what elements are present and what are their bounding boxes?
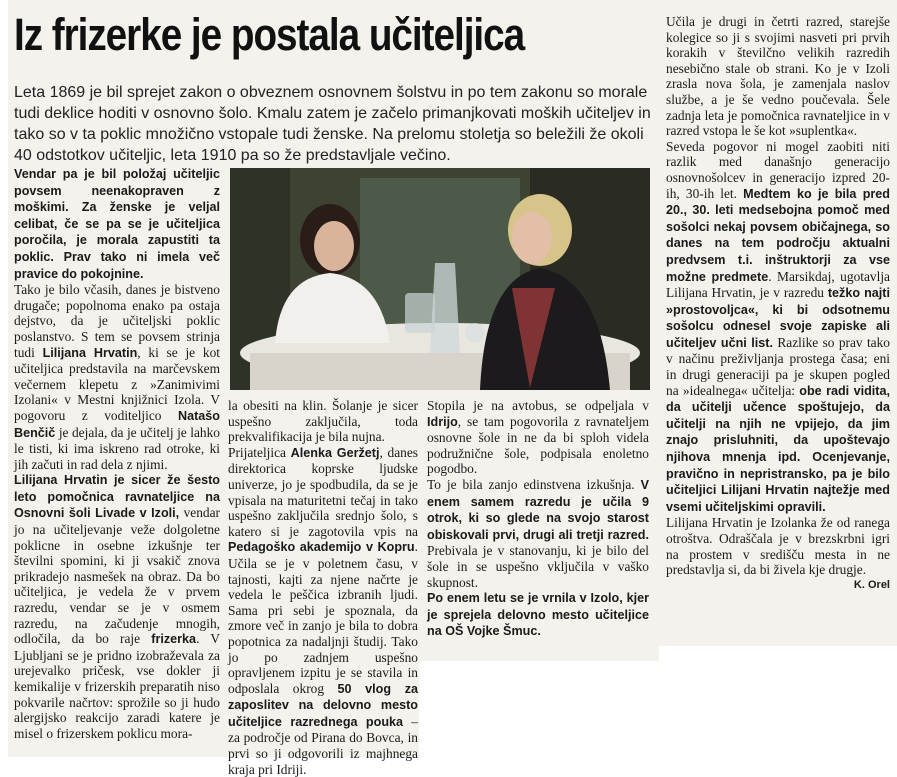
col3-bold-izola: Po enem letu se je vrnila v Izolo, kjer je sprejela delovno mesto učiteljice na OŠ Vojke Šmuc. (427, 591, 649, 639)
col1-paragraph-1 (14, 166, 220, 282)
col1-text: , ki se je kot učiteljica predstavila na marčevskem večernem klepetu z »Zanimivimi Izolani« v Mestni knjižnici Izola. V pogovoru z voditeljico (14, 344, 220, 423)
col1-intro-bold: Vendar pa je bil položaj učiteljic povsem neenakopraven z moškimi. Za ženske je veljal celibat, če se pa se je učiteljica poročila, je morala zapustiti ta poklic. Prav tako ni imela več pravice do pokojnine. (14, 167, 220, 281)
col2-text: Prijateljica (228, 444, 291, 460)
col1-bold-frizerka: frizerka (151, 632, 197, 647)
col2-bold-vloge: 50 vlog za zaposlitev na delovno mesto učiteljice razrednega pouka (228, 681, 418, 729)
col1-text: Tako je bilo včasih, danes je bistveno drugače; popolnoma enako pa ostaja dejstvo, da je učiteljski poklic poslanstvo. S tem se povsem strinja tudi (14, 282, 220, 360)
column-4 (666, 14, 890, 593)
col1-paragraph-2 (14, 282, 220, 472)
lead-paragraph: Leta 1869 je bil sprejet zakon o obveznem osnovnem šolstvu in po tem zakonu so morale tudi deklice hoditi v osnovno šolo. Kmalu zatem je začelo primanjkovati moških učiteljev in tako so v ta poklic množično vstopale tudi ženske. Na prelomu stoletja so beležili že okoli 40 odstotkov učiteljic, leta 1910 pa so že predstavljale večino. (14, 84, 651, 164)
col4-text: . Marsikdaj, ugotavlja Lilijana Hrvatin, je v razredu (666, 268, 891, 301)
author-signature: K. Orel (853, 578, 890, 591)
col2-name-gerzetj: Alenka Geržetj (290, 445, 380, 460)
col4-paragraph-3 (666, 515, 890, 591)
col1-text: . V Ljubljani se je pridno izobraževala za urejevalko pričesk, vse dokler ji kemikalije v frizerskih preparatih niso pokvarile načrtov: sprožile so ji hudo alergijsko reakcijo zaradi katere je misel o frizerskem poklicu mora- (14, 631, 221, 741)
column-1 (14, 166, 220, 741)
col4-text: Seveda pogovor ni mogel zaobiti niti razlik med današnjo generacijo osnovnošolcev in generacijo izpred 20-ih, 30-ih let. (666, 138, 890, 201)
col4-bold-ucitelj: obe radi vidita, da učitelji učence spoštujejo, da učitelji na njih ne vpijejo, da jim znajo prisluhniti, da upoštevajo njihova mnenja ipd. Ocenjevanje, pravično in nepristransko, pa je bilo učiteljici Lilijani Hrvatin najtežje med vsemi učiteljskimi opravili. (666, 383, 890, 514)
interview-photo (230, 168, 650, 390)
photo-illustration (230, 168, 650, 390)
col2-text: . Učila se je v poletnem času, v tajnosti, kajti za njene načrte je vedela le peščica izbranih ljudi. Sama pri sebi je spoznala, da zmore več in zanjo je bila to dobra popotnica za nadaljnji študij. Tako jo po zadnjem uspešno opravljenem izpitu je se stavila in odposlala okrog (228, 539, 418, 696)
col3-paragraph-2 (427, 477, 649, 590)
col3-paragraph-1 (427, 398, 649, 477)
col4-paragraph-1: Učila je drugi in četrti razred, starejše kolegice so ji s svojimi nasveti pri prvih korakih v številčno velikih razredih nesebično stale ob strani. Ko je v Izoli zrasla nova šola, je zamenjala naslov službe, a je še vedno poučevala. Šele zadnja leta je pomočnica ravnateljice in v razred vstopa le še kot »suplentka«. (666, 14, 890, 139)
col1-text: vendar jo na učiteljevanje veže dolgoletne poklicne in osebne izkušnje ter številni spomini, ki ji vsakič znova prikradejo nasmešek na obraz. Da bo učiteljica, je vedela že v prvem razredu, vendar se je v osmem razredu, na začudenje mnogih, odločila, da bo raje (14, 505, 221, 647)
col1-text: je dejala, da je učitelj je lahko le tisti, ki ima iskreno rad otroke, ki jih začuti in rad dela z njimi. (14, 424, 220, 472)
col4-text: Razlike so prav tako v načinu preživljanja prostega časa; eni in drugi generaciji pa je skupen pogled na »idealnega« učitelja: (666, 334, 891, 398)
col2-bold-akademija: Pedagoško akademijo v Kopru (228, 540, 415, 555)
col3-text: Stopila je na avtobus, se odpeljala v (427, 398, 649, 413)
col4-bold-pomoc: Medtem ko je bila pred 20., 30. leti medsebojna pomoč med sošolci nekaj povsem običajnega, so danes na tem področju aktualni predvsem t.i. inštruktorji za vse možne predmete (666, 186, 891, 284)
col2-paragraph-1: la obesiti na klin. Šolanje je sicer uspešno zaključila, toda prekvalifikacija je bila nujna. (228, 398, 418, 445)
col1-name-hrvatin: Lilijana Hrvatin (42, 345, 138, 360)
col3-text: To je bila zanjo edinstvena izkušnja. (427, 476, 641, 492)
column-3 (427, 398, 649, 640)
col3-bold-razred: V enem samem razredu je učila 9 otrok, ki so glede na svojo starost obiskovali prvi, drugi ali tretji razred. (427, 477, 649, 542)
col3-text: , se tam pogovorila z ravnateljem osnovne šole in ne da bi sploh videla podružnične šole, podpisala enoletno pogodbo. (427, 413, 649, 477)
headline: Iz frizerke je postala učiteljica (14, 9, 525, 60)
col3-paragraph-3 (427, 590, 649, 640)
col4-bold-prostovoljec: težko najti »prostovoljca«, ki bi odsotnemu sošolcu odnesel svoje zapiske ali učiteljev učni list. (666, 286, 890, 350)
col4-paragraph-2 (666, 139, 890, 516)
col1-name-bencic: Natašo Benčič (14, 408, 220, 440)
col2-paragraph-2 (228, 445, 418, 777)
col3-text: Prebivala je v stanovanju, ki je bilo del šole in se uspešno vključila v vaško skupnost. (427, 543, 649, 590)
column-2 (228, 398, 418, 777)
col3-bold-idrija: Idrijo (427, 414, 458, 429)
col2-text: – za področje od Pirana do Bovca, in prvi so ji odgovorili iz majhnega kraja pri Idriji. (228, 713, 418, 777)
col1-paragraph-3 (14, 472, 220, 741)
col2-text: , danes direktorica koprske ljudske univerze, jo je spodbudila, da se je vpisala na maturitetni tečaj in tako uspešno zaključila srednjo šolo, s katero si je zagotovila vpis na (228, 444, 418, 539)
col4-text: Lilijana Hrvatin je Izolanka že od ranega otroštva. Odraščala je v brezskrbni igri na prostem v središču mesta in ne predstavlja si, da bi živela kje drugje. (666, 515, 890, 578)
col1-bold-role: Lilijana Hrvatin je sicer že šesto leto pomočnica ravnateljice na Osnovni šoli Livade v Izoli, (14, 473, 220, 521)
